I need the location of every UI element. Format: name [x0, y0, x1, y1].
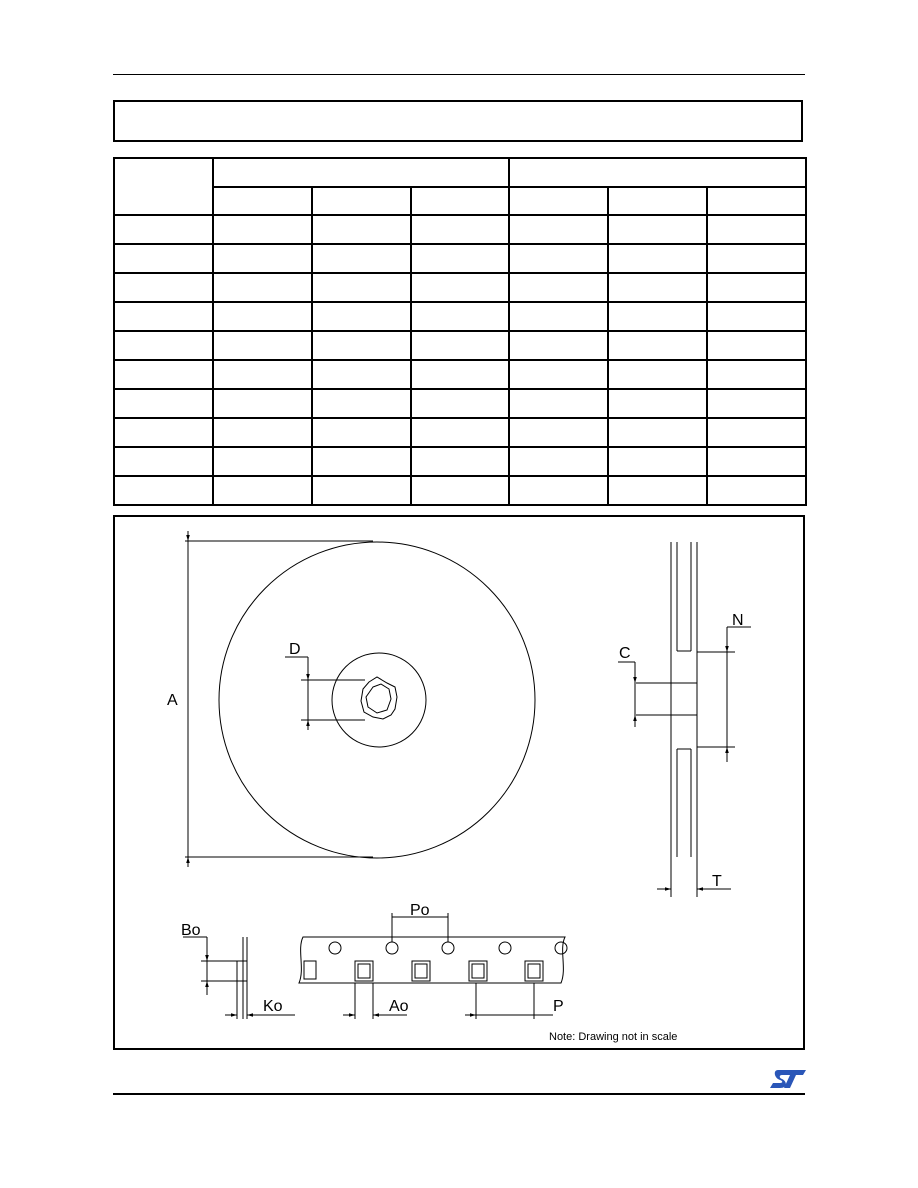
row-label-cell: [114, 389, 213, 418]
table-cell: [707, 273, 806, 302]
table-cell: [411, 389, 510, 418]
table-cell: [312, 447, 411, 476]
table-row: [114, 244, 806, 273]
table-cell: [312, 302, 411, 331]
table-row: [114, 331, 806, 360]
label-T: T: [712, 873, 722, 890]
table-cell: [312, 215, 411, 244]
table-cell: [707, 418, 806, 447]
table-cell: [312, 331, 411, 360]
table-cell: [707, 244, 806, 273]
label-Po: Po: [410, 902, 430, 919]
table-row: [114, 418, 806, 447]
label-N: N: [732, 612, 744, 629]
table-cell: [509, 476, 608, 505]
table-subheader-row: [114, 187, 806, 215]
label-D: D: [289, 641, 301, 658]
label-Ko: Ko: [263, 998, 283, 1015]
reel-hub-circle: [332, 653, 426, 747]
table-cell: [411, 244, 510, 273]
row-label-cell: [114, 273, 213, 302]
subheader-cell: [509, 187, 608, 215]
table-cell: [312, 389, 411, 418]
table-cell: [213, 244, 312, 273]
table-row: [114, 302, 806, 331]
table-cell: [411, 215, 510, 244]
footer-rule: [113, 1093, 805, 1095]
header-cell: [114, 158, 213, 215]
subheader-cell: [312, 187, 411, 215]
table-row: [114, 447, 806, 476]
table-cell: [509, 418, 608, 447]
table-cell: [411, 476, 510, 505]
drawing-note: Note: Drawing not in scale: [549, 1031, 678, 1043]
table-cell: [509, 331, 608, 360]
row-label-cell: [114, 360, 213, 389]
table-cell: [213, 331, 312, 360]
subheader-cell: [213, 187, 312, 215]
reel-drawing: [113, 515, 805, 1050]
table-cell: [312, 273, 411, 302]
table-cell: [608, 476, 707, 505]
table-cell: [608, 418, 707, 447]
st-logo-icon: [770, 1068, 806, 1090]
table-cell: [707, 447, 806, 476]
row-label-cell: [114, 418, 213, 447]
table-row: [114, 389, 806, 418]
table-cell: [411, 447, 510, 476]
table-cell: [707, 215, 806, 244]
table-cell: [213, 302, 312, 331]
label-P: P: [553, 998, 564, 1015]
dimensions-table: [113, 157, 807, 506]
table-cell: [312, 418, 411, 447]
table-cell: [213, 273, 312, 302]
table-cell: [608, 273, 707, 302]
row-label-cell: [114, 476, 213, 505]
table-cell: [707, 302, 806, 331]
header-cell: [509, 158, 805, 187]
table-cell: [608, 244, 707, 273]
table-title: [113, 100, 803, 142]
table-cell: [707, 389, 806, 418]
table-cell: [608, 360, 707, 389]
table-cell: [312, 476, 411, 505]
row-label-cell: [114, 244, 213, 273]
table-cell: [509, 244, 608, 273]
table-cell: [509, 447, 608, 476]
table-cell: [411, 418, 510, 447]
table-cell: [608, 447, 707, 476]
table-cell: [509, 302, 608, 331]
table-cell: [312, 360, 411, 389]
table-header-row: [114, 158, 806, 187]
reel-center-hole-inner: [366, 684, 391, 713]
reel-drawing-svg: [115, 517, 805, 1050]
subheader-cell: [411, 187, 510, 215]
table-cell: [411, 360, 510, 389]
table-cell: [213, 389, 312, 418]
table-cell: [411, 331, 510, 360]
table-cell: [411, 273, 510, 302]
table-row: [114, 360, 806, 389]
table-cell: [213, 418, 312, 447]
header-cell: [213, 158, 509, 187]
table-cell: [509, 360, 608, 389]
table-cell: [509, 215, 608, 244]
table-row: [114, 215, 806, 244]
table-cell: [509, 273, 608, 302]
label-A: A: [167, 692, 178, 709]
table-cell: [213, 476, 312, 505]
reel-outer-circle: [219, 542, 535, 858]
header-rule: [113, 74, 805, 75]
table-cell: [707, 331, 806, 360]
table-cell: [312, 244, 411, 273]
table-cell: [213, 447, 312, 476]
row-label-cell: [114, 302, 213, 331]
label-C: C: [619, 645, 631, 662]
subheader-cell: [707, 187, 806, 215]
label-Ao: Ao: [389, 998, 409, 1015]
table-cell: [707, 476, 806, 505]
row-label-cell: [114, 447, 213, 476]
table-row: [114, 476, 806, 505]
table-cell: [411, 302, 510, 331]
row-label-cell: [114, 331, 213, 360]
table-cell: [707, 360, 806, 389]
table-cell: [213, 360, 312, 389]
table-cell: [213, 215, 312, 244]
table-row: [114, 273, 806, 302]
label-Bo: Bo: [181, 922, 201, 939]
table-cell: [608, 389, 707, 418]
table-cell: [608, 331, 707, 360]
table-cell: [509, 389, 608, 418]
subheader-cell: [608, 187, 707, 215]
table-cell: [608, 302, 707, 331]
row-label-cell: [114, 215, 213, 244]
table-cell: [608, 215, 707, 244]
